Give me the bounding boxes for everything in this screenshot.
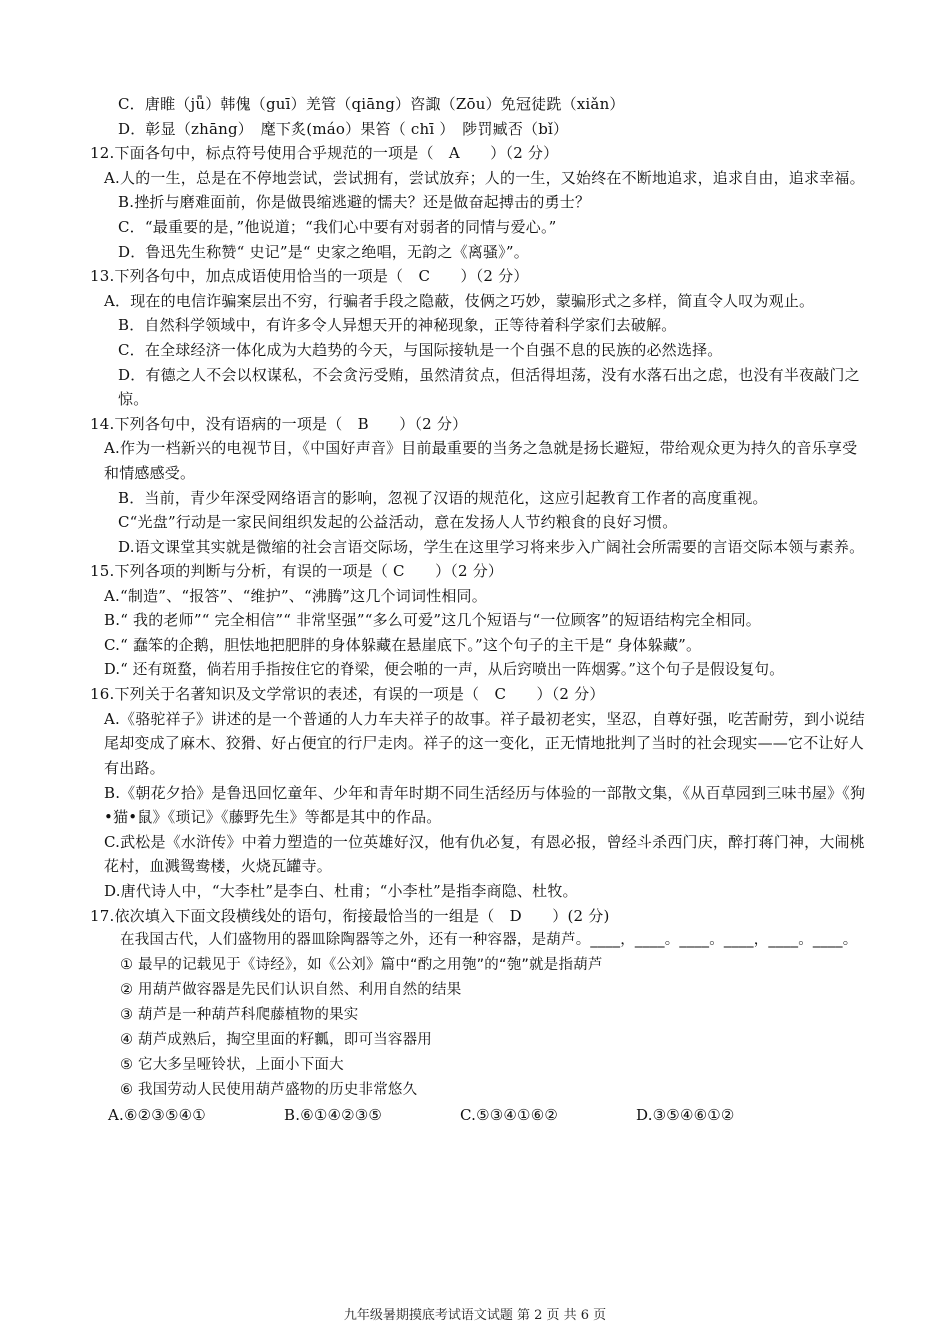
sentence-6: ⑥ 我国劳动人民使用葫芦盛物的历史非常悠久 [120, 1081, 418, 1098]
question-16-option-d: D.唐代诗人中，“大李杜”是李白、杜甫；“小李杜”是指李商隐、杜牧。 [104, 882, 578, 900]
question-15-option-c: C.“ 蠢笨的企鹅，胆怯地把肥胖的身体躲藏在悬崖底下。”这个句子的主干是“ 身体躲藏”。 [104, 636, 702, 655]
sentence-3: ③ 葫芦是一种葫芦科爬藤植物的果实 [120, 1006, 359, 1023]
sentence-4: ④ 葫芦成熟后，掏空里面的籽瓤，即可当容器用 [120, 1031, 433, 1048]
choice-d: D.③⑤④⑥①② [636, 1105, 735, 1124]
question-16-option-a: A.《骆驼祥子》讲述的是一个普通的人力车夫祥子的故事。祥子最初老实，坚忍，自尊好强，吃苦耐劳，到小说结尾却变成了麻木、狡猾、好占便宜的行尸走肉。祥子的这一变化，正无情地批判了当时的社会现实——它不让好人有出路。 [104, 709, 865, 778]
choice-c: C.⑤③④①⑥② [460, 1105, 558, 1124]
question-12: 12.下面各句中，标点符号使用合乎规范的一项是（ A ）（2 分） [90, 144, 559, 163]
sentence-1: ① 最早的记载见于《诗经》，如《公刘》篇中“酌之用匏”的“匏”就是指葫芦 [120, 956, 603, 973]
question-16-option-b: B.《朝花夕拾》是鲁迅回忆童年、少年和青年时期不同生活经历与体验的一部散文集，《从百草园到三味书屋》《狗•猫•鼠》《琐记》《藤野先生》等都是其中的作品。 [104, 783, 866, 827]
question-15-option-a: A.“制造”、“报答”、“维护”、“沸腾”这几个词词性相同。 [104, 586, 487, 605]
exam-page [90, 92, 870, 1127]
question-15-option-b: B.“ 我的老师”“ 完全相信”“ 非常坚强”“多么可爱”这几个短语与“一位顾客”的短语结构完全相同。 [104, 611, 761, 630]
question-13-option-c: C．在全球经济一体化成为大趋势的今天，与国际接轨是一个自强不息的民族的必然选择。 [118, 340, 723, 359]
sentence-5: ⑤ 它大多呈哑铃状，上面小下面大 [120, 1056, 344, 1073]
choice-a: A.⑥②③⑤④① [108, 1105, 206, 1124]
question-13: 13.下列各句中，加点成语使用恰当的一项是（ C ）（2 分） [90, 267, 529, 286]
answer-choices [90, 1103, 870, 1128]
choice-b: B.⑥①④②③⑤ [284, 1105, 383, 1124]
question-17: 17.依次填入下面文段横线处的语句，衔接最恰当的一组是（ D ）(2 分) [90, 906, 610, 925]
question-12-option-a: A.人的一生，总是在不停地尝试，尝试拥有，尝试放弃；人的一生，又始终在不断地追求，追求自由，追求幸福。 [104, 168, 865, 187]
question-12-option-c: C．“最重要的是，”他说道；“我们心中要有对弱者的同情与爱心。” [118, 217, 557, 236]
question-14-option-d: D.语文课堂其实就是微缩的社会言语交际场，学生在这里学习将来步入广阔社会所需要的言语交际本领与素养。 [118, 537, 865, 556]
sentence-list [90, 953, 870, 1103]
question-15: 15.下列各项的判断与分析，有误的一项是（ C ）（2 分） [90, 562, 504, 581]
question-13-option-d: D．有德之人不会以权谋私，不会贪污受贿，虽然清贫点，但活得坦荡，没有水落石出之虑，也没有半夜敲门之惊。 [118, 365, 860, 409]
sentence-2: ② 用葫芦做容器是先民们认识自然、利用自然的结果 [120, 981, 462, 998]
question-12-option-d: D．鲁迅先生称赞“ 史记”是“ 史家之绝唱，无韵之《离骚》”。 [118, 242, 529, 261]
question-16-option-c: C.武松是《水浒传》中着力塑造的一位英雄好汉，他有仇必复，有恩必报，曾经斗杀西门庆，醉打蒋门神，大闹桃花村，血溅鸳鸯楼，火烧瓦罐寺。 [104, 832, 865, 876]
question-17-passage: 在我国古代，人们盛物用的器皿除陶器等之外，还有一种容器，是葫芦。____，____。____。____，____。____。 [120, 932, 858, 949]
page-footer: 九年级暑期摸底考试语文试题 第 2 页 共 6 页 [343, 1308, 607, 1323]
question-14-option-a: A.作为一档新兴的电视节目，《中国好声音》目前最重要的当务之急就是扬长避短，带给观众更为持久的音乐享受和情感感受。 [104, 439, 858, 482]
question-15-option-d: D.“ 还有斑蝥，倘若用手指按住它的脊梁，便会啪的一声，从后窍喷出一阵烟雾。”这个句子是假设复句。 [104, 660, 785, 678]
question-13-option-a: A．现在的电信诈骗案层出不穷，行骗者手段之隐蔽，伎俩之巧妙，蒙骗形式之多样，简直令人叹为观止。 [104, 291, 815, 310]
question-12-option-b: B.挫折与磨难面前，你是做畏缩逃避的懦夫？还是做奋起搏击的勇士？ [118, 193, 591, 212]
option-d-pinyin: D．彰显（zhāng） 麾下炙(máo）果笞（ chī ） 陟罚臧否（bǐ） [118, 119, 569, 138]
question-14-option-c: C“光盘”行动是一家民间组织发起的公益活动，意在发扬人人节约粮食的良好习惯。 [118, 513, 678, 532]
question-14: 14.下列各句中，没有语病的一项是（ B ）（2 分） [90, 414, 468, 433]
question-14-option-b: B．当前，青少年深受网络语言的影响，忽视了汉语的规范化，这应引起教育工作者的高度重视。 [118, 488, 768, 507]
option-c-pinyin: C．唐睢（jǖ）韩傀（guī）羌管（qiāng）咨諏（Zōu）免冠徒跣（xiǎn） [118, 95, 625, 113]
question-13-option-b: B．自然科学领域中，有许多令人异想天开的神秘现象，正等待着科学家们去破解。 [118, 316, 677, 335]
question-16: 16.下列关于名著知识及文学常识的表述，有误的一项是（ C ）（2 分） [90, 685, 605, 704]
